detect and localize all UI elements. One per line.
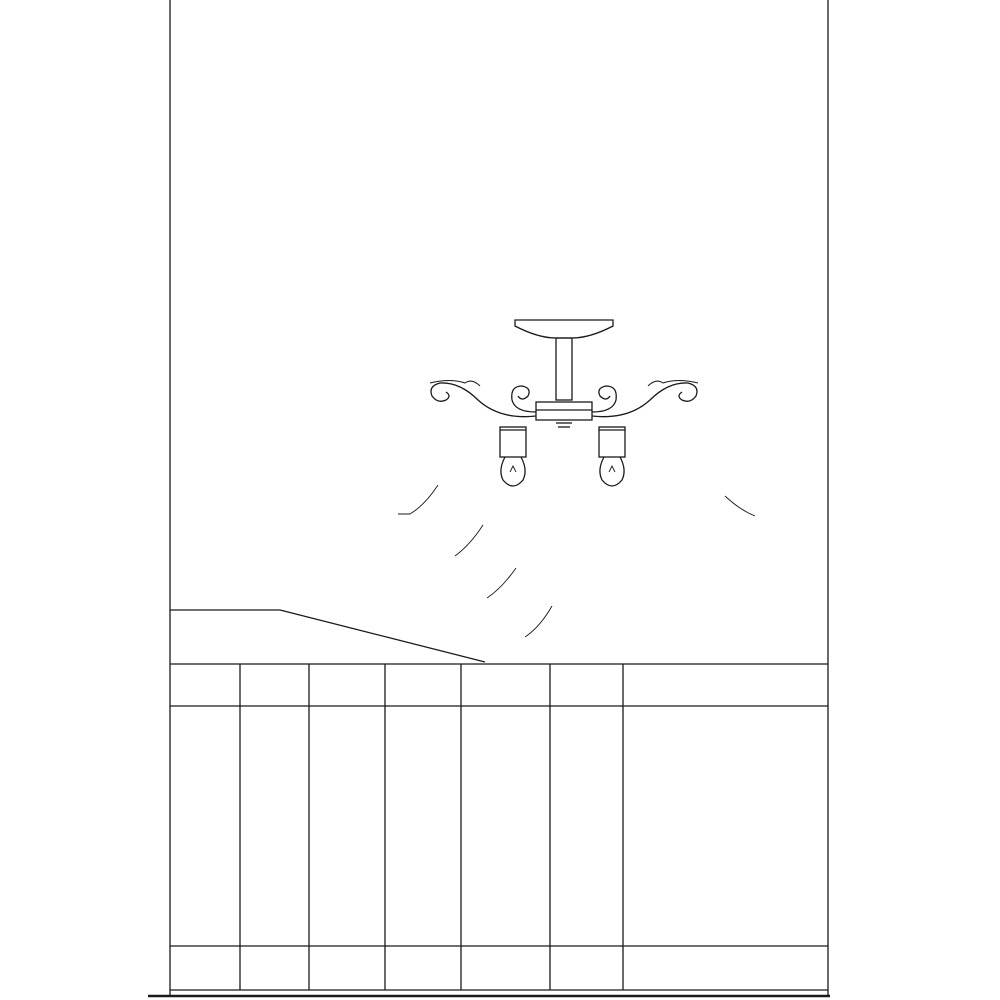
count-b <box>240 960 309 982</box>
table-header-c <box>309 668 385 696</box>
table-header-b <box>240 668 309 696</box>
count-c <box>309 960 385 982</box>
table-header-a <box>170 668 240 696</box>
count-d <box>385 960 461 982</box>
quantity-table-grid <box>170 664 828 990</box>
table-header-d <box>385 668 461 696</box>
outer-arm-left <box>431 383 536 417</box>
table-header-f <box>550 668 623 696</box>
center-hub <box>536 402 592 420</box>
lamp-socket-right <box>599 427 625 457</box>
ceiling-canopy <box>515 320 613 338</box>
count-e <box>461 960 550 982</box>
count-g <box>623 960 828 982</box>
callout-leaders <box>398 485 755 637</box>
count-f <box>550 960 623 982</box>
bulb-left <box>501 457 525 486</box>
bulb-right <box>600 457 624 486</box>
inner-arm-left <box>512 386 536 412</box>
table-header-g <box>623 668 828 696</box>
count-a <box>170 960 240 982</box>
lamp-socket-left <box>500 427 526 457</box>
outer-arm-right <box>592 383 697 417</box>
inner-arm-right <box>592 386 616 412</box>
table-header-e <box>461 668 550 696</box>
side-view-drawing <box>430 320 698 486</box>
stem <box>556 338 572 400</box>
